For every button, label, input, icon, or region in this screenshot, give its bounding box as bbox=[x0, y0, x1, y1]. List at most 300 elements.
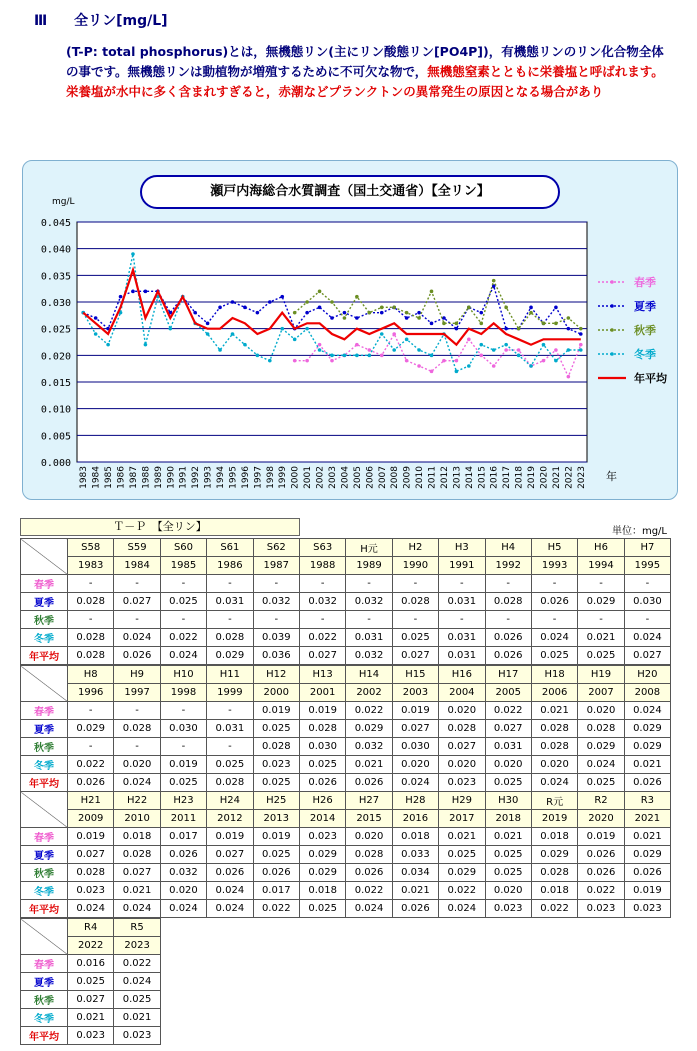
legend-label: 秋季 bbox=[634, 324, 656, 337]
table-row bbox=[21, 611, 671, 629]
table-cell: - bbox=[253, 575, 299, 593]
table-cell: 0.032 bbox=[346, 738, 392, 756]
x-tick-label: 2007 bbox=[377, 466, 388, 489]
era-header: H13 bbox=[299, 666, 345, 684]
year-header: 2019 bbox=[531, 810, 577, 828]
intro-paragraph-2: 栄養塩が水中に多く含まれすぎると，赤潮などプランクトンの異常発生の原因となる場合があり bbox=[66, 84, 604, 99]
x-tick-label: 2008 bbox=[390, 466, 401, 489]
legend-label: 春季 bbox=[634, 276, 656, 289]
year-header: 2022 bbox=[68, 937, 114, 955]
table-cell: 0.023 bbox=[253, 756, 299, 774]
table-cell: 0.025 bbox=[207, 756, 253, 774]
header-corner bbox=[21, 792, 68, 828]
data-point bbox=[517, 354, 521, 358]
data-point bbox=[455, 327, 459, 331]
data-point bbox=[417, 348, 421, 352]
table-cell: - bbox=[485, 575, 531, 593]
table-cell: 0.028 bbox=[392, 593, 438, 611]
data-table bbox=[20, 791, 671, 918]
data-point bbox=[542, 359, 546, 363]
data-point bbox=[305, 300, 309, 304]
row-label: 夏季 bbox=[21, 973, 68, 991]
era-header: H4 bbox=[485, 539, 531, 557]
table-cell: 0.018 bbox=[531, 828, 577, 846]
x-tick-label: 1994 bbox=[216, 466, 227, 489]
table-cell: 0.031 bbox=[439, 593, 485, 611]
table-cell: 0.033 bbox=[392, 846, 438, 864]
year-header: 2001 bbox=[299, 684, 345, 702]
section-heading bbox=[34, 10, 168, 30]
table-row bbox=[21, 864, 671, 882]
table-cell: 0.020 bbox=[392, 756, 438, 774]
table-cell: 0.026 bbox=[253, 864, 299, 882]
table-cell: - bbox=[253, 611, 299, 629]
table-cell: 0.023 bbox=[624, 900, 670, 918]
data-point bbox=[405, 316, 409, 320]
x-tick-label: 2023 bbox=[576, 466, 587, 489]
table-row bbox=[21, 955, 161, 973]
era-header: H27 bbox=[346, 792, 392, 810]
table-cell: 0.026 bbox=[485, 647, 531, 665]
table-row bbox=[21, 991, 161, 1009]
table-cell: 0.023 bbox=[578, 900, 624, 918]
x-tick-label: 1990 bbox=[166, 466, 177, 489]
table-row bbox=[21, 629, 671, 647]
table-cell: 0.025 bbox=[531, 647, 577, 665]
x-tick-label: 2009 bbox=[402, 466, 413, 489]
era-header: H18 bbox=[531, 666, 577, 684]
table-cell: 0.029 bbox=[624, 720, 670, 738]
data-point bbox=[430, 354, 434, 358]
x-tick-label: 2020 bbox=[539, 466, 550, 489]
table-cell: 0.028 bbox=[207, 629, 253, 647]
row-label: 冬季 bbox=[21, 629, 68, 647]
data-point bbox=[392, 306, 396, 310]
table-cell: 0.023 bbox=[68, 882, 114, 900]
data-point bbox=[567, 348, 571, 352]
table-cell: - bbox=[114, 702, 160, 720]
table-cell: - bbox=[531, 611, 577, 629]
table-cell: 0.026 bbox=[485, 629, 531, 647]
year-header: 1983 bbox=[68, 557, 114, 575]
data-table bbox=[20, 538, 671, 665]
y-tick-label: 0.015 bbox=[40, 378, 71, 389]
table-cell: 0.029 bbox=[624, 846, 670, 864]
table-header-row bbox=[21, 792, 671, 810]
era-header: R2 bbox=[578, 792, 624, 810]
data-point bbox=[243, 343, 247, 347]
year-header: 2009 bbox=[68, 810, 114, 828]
data-point bbox=[131, 290, 135, 294]
row-label: 春季 bbox=[21, 828, 68, 846]
data-point bbox=[492, 348, 496, 352]
x-tick-label: 2006 bbox=[365, 466, 376, 489]
era-header: H28 bbox=[392, 792, 438, 810]
table-cell: - bbox=[160, 611, 206, 629]
table-cell: 0.032 bbox=[160, 864, 206, 882]
table-row bbox=[21, 702, 671, 720]
data-point bbox=[504, 343, 508, 347]
table-cell: 0.028 bbox=[253, 738, 299, 756]
table-cell: 0.025 bbox=[439, 846, 485, 864]
data-point bbox=[380, 332, 384, 336]
era-header: H24 bbox=[207, 792, 253, 810]
table-cell: 0.018 bbox=[299, 882, 345, 900]
table-cell: 0.026 bbox=[392, 900, 438, 918]
year-header: 2002 bbox=[346, 684, 392, 702]
table-cell: - bbox=[160, 738, 206, 756]
table-cell: - bbox=[68, 575, 114, 593]
era-header: H11 bbox=[207, 666, 253, 684]
y-tick-label: 0.020 bbox=[40, 351, 71, 363]
data-point bbox=[318, 306, 322, 310]
data-point bbox=[504, 327, 508, 331]
intro-line-1: (T-P: total phosphorus)とは，無機態リン(主にリン酸態リン[PO4P])，有機態リンのリン化合物全体の事です。無機態リンは動植物が増殖するために不可欠な物で， bbox=[66, 44, 664, 79]
table-year-row bbox=[21, 557, 671, 575]
table-cell: 0.024 bbox=[392, 774, 438, 792]
table-row bbox=[21, 1009, 161, 1027]
table-cell: 0.022 bbox=[253, 900, 299, 918]
table-cell: 0.026 bbox=[578, 846, 624, 864]
table-cell: 0.024 bbox=[160, 900, 206, 918]
table-cell: 0.025 bbox=[392, 629, 438, 647]
table-cell: 0.024 bbox=[531, 629, 577, 647]
table-cell: 0.023 bbox=[439, 774, 485, 792]
table-cell: 0.028 bbox=[531, 738, 577, 756]
table-cell: 0.027 bbox=[114, 864, 160, 882]
table-cell: - bbox=[439, 575, 485, 593]
data-point bbox=[355, 354, 359, 358]
data-point bbox=[417, 311, 421, 315]
data-point bbox=[442, 359, 446, 363]
data-table bbox=[20, 665, 671, 792]
table-cell: 0.028 bbox=[68, 647, 114, 665]
row-label: 秋季 bbox=[21, 611, 68, 629]
data-point bbox=[256, 354, 260, 358]
table-cell: 0.027 bbox=[68, 991, 114, 1009]
table-cell: 0.032 bbox=[346, 593, 392, 611]
data-point bbox=[119, 295, 123, 299]
table-cell: 0.028 bbox=[531, 864, 577, 882]
year-header: 2008 bbox=[624, 684, 670, 702]
table-cell: 0.027 bbox=[299, 647, 345, 665]
table-cell: 0.020 bbox=[531, 756, 577, 774]
data-point bbox=[193, 311, 197, 315]
year-header: 2020 bbox=[578, 810, 624, 828]
table-cell: 0.039 bbox=[253, 629, 299, 647]
row-label: 春季 bbox=[21, 702, 68, 720]
data-point bbox=[405, 359, 409, 363]
era-header: H2 bbox=[392, 539, 438, 557]
data-point bbox=[368, 354, 372, 358]
data-point bbox=[293, 311, 297, 315]
x-tick-label: 1985 bbox=[104, 466, 115, 489]
data-point bbox=[168, 327, 172, 331]
data-point bbox=[417, 316, 421, 320]
year-header: 1986 bbox=[207, 557, 253, 575]
era-header: H12 bbox=[253, 666, 299, 684]
table-cell: 0.025 bbox=[253, 846, 299, 864]
row-label: 年平均 bbox=[21, 1027, 68, 1045]
table-cell: - bbox=[160, 702, 206, 720]
table-cell: 0.017 bbox=[160, 828, 206, 846]
table-unit: 単位：mg/L bbox=[611, 526, 667, 537]
data-point bbox=[293, 338, 297, 342]
table-cell: 0.028 bbox=[578, 720, 624, 738]
data-point bbox=[554, 306, 558, 310]
year-header: 1990 bbox=[392, 557, 438, 575]
table-cell: 0.020 bbox=[439, 702, 485, 720]
x-tick-label: 1993 bbox=[203, 466, 214, 489]
data-point bbox=[529, 364, 533, 368]
table-cell: 0.024 bbox=[114, 900, 160, 918]
table-header-row bbox=[21, 666, 671, 684]
table-cell: 0.026 bbox=[624, 774, 670, 792]
table-cell: - bbox=[624, 611, 670, 629]
row-label: 秋季 bbox=[21, 991, 68, 1009]
table-header-row bbox=[21, 919, 161, 937]
table-cell: 0.018 bbox=[114, 828, 160, 846]
x-tick-label: 1995 bbox=[228, 466, 239, 489]
data-point bbox=[567, 375, 571, 379]
line-chart bbox=[22, 160, 678, 500]
data-point bbox=[492, 364, 496, 368]
data-point bbox=[305, 311, 309, 315]
table-cell: 0.025 bbox=[160, 774, 206, 792]
data-point bbox=[554, 359, 558, 363]
era-header: H15 bbox=[392, 666, 438, 684]
data-point bbox=[305, 359, 309, 363]
data-point bbox=[380, 354, 384, 358]
year-header: 2004 bbox=[439, 684, 485, 702]
data-point bbox=[368, 311, 372, 315]
row-label: 夏季 bbox=[21, 720, 68, 738]
table-cell: 0.024 bbox=[68, 900, 114, 918]
table-cell: 0.021 bbox=[578, 629, 624, 647]
data-point bbox=[455, 359, 459, 363]
table-cell: 0.036 bbox=[253, 647, 299, 665]
data-point bbox=[330, 300, 334, 304]
era-header: H22 bbox=[114, 792, 160, 810]
data-point bbox=[243, 306, 247, 310]
data-point bbox=[579, 332, 583, 336]
row-label: 春季 bbox=[21, 955, 68, 973]
data-point bbox=[542, 343, 546, 347]
chart-title: 瀬戸内海総合水質調査（国土交通省）【全リン】 bbox=[140, 175, 560, 209]
data-point bbox=[231, 300, 235, 304]
data-point bbox=[368, 348, 372, 352]
y-tick-label: 0.045 bbox=[40, 218, 71, 229]
era-header: H29 bbox=[439, 792, 485, 810]
table-cell: 0.023 bbox=[68, 1027, 114, 1045]
year-header: 1985 bbox=[160, 557, 206, 575]
table-cell: 0.025 bbox=[68, 973, 114, 991]
table-cell: 0.024 bbox=[114, 629, 160, 647]
table-cell: - bbox=[485, 611, 531, 629]
x-tick-label: 2000 bbox=[290, 466, 301, 489]
x-tick-label: 1996 bbox=[240, 466, 251, 489]
data-point bbox=[330, 316, 334, 320]
table-cell: 0.024 bbox=[346, 900, 392, 918]
table-cell: 0.025 bbox=[299, 756, 345, 774]
header-corner bbox=[21, 666, 68, 702]
data-point bbox=[504, 348, 508, 352]
table-cell: 0.029 bbox=[207, 647, 253, 665]
data-point bbox=[430, 370, 434, 374]
data-point bbox=[517, 348, 521, 352]
table-cell: 0.028 bbox=[114, 846, 160, 864]
row-label: 冬季 bbox=[21, 882, 68, 900]
table-cell: 0.022 bbox=[346, 882, 392, 900]
table-cell: 0.019 bbox=[160, 756, 206, 774]
era-header: H26 bbox=[299, 792, 345, 810]
table-row bbox=[21, 720, 671, 738]
table-cell: 0.026 bbox=[531, 593, 577, 611]
table-cell: - bbox=[207, 611, 253, 629]
table-cell: 0.028 bbox=[207, 774, 253, 792]
table-cell: 0.025 bbox=[299, 900, 345, 918]
x-tick-label: 1992 bbox=[191, 466, 202, 489]
y-tick-label: 0.005 bbox=[40, 431, 71, 443]
table-cell: 0.031 bbox=[439, 647, 485, 665]
data-point bbox=[355, 343, 359, 347]
table-cell: 0.021 bbox=[114, 882, 160, 900]
table-cell: 0.022 bbox=[578, 882, 624, 900]
header-corner bbox=[21, 539, 68, 575]
table-cell: 0.031 bbox=[207, 720, 253, 738]
era-header: H5 bbox=[531, 539, 577, 557]
table-cell: 0.022 bbox=[299, 629, 345, 647]
legend-marker bbox=[610, 328, 614, 332]
table-cell: 0.022 bbox=[114, 955, 160, 973]
table-cell: 0.022 bbox=[346, 702, 392, 720]
era-header: S58 bbox=[68, 539, 114, 557]
table-row bbox=[21, 756, 671, 774]
table-cell: 0.024 bbox=[439, 900, 485, 918]
intro-line-1-red: 無機態窒素とともに栄養塩と呼ばれます。 bbox=[427, 64, 664, 79]
table-cell: - bbox=[68, 738, 114, 756]
era-header: H14 bbox=[346, 666, 392, 684]
table-cell: - bbox=[114, 611, 160, 629]
data-point bbox=[380, 311, 384, 315]
data-point bbox=[430, 290, 434, 294]
data-point bbox=[467, 338, 471, 342]
table-cell: 0.030 bbox=[624, 593, 670, 611]
year-header: 2005 bbox=[485, 684, 531, 702]
era-header: H16 bbox=[439, 666, 485, 684]
table-cell: 0.029 bbox=[578, 738, 624, 756]
data-point bbox=[392, 332, 396, 336]
table-cell: - bbox=[346, 575, 392, 593]
data-point bbox=[318, 348, 322, 352]
section-title: 全リン[mg/L] bbox=[74, 13, 168, 29]
data-point bbox=[567, 327, 571, 331]
table-cell: 0.029 bbox=[578, 593, 624, 611]
table-row bbox=[21, 1027, 161, 1045]
era-header: H19 bbox=[578, 666, 624, 684]
row-label: 年平均 bbox=[21, 647, 68, 665]
data-point bbox=[280, 327, 284, 331]
table-cell: 0.030 bbox=[299, 738, 345, 756]
data-point bbox=[529, 311, 533, 315]
year-header: 1991 bbox=[439, 557, 485, 575]
table-cell: 0.019 bbox=[207, 828, 253, 846]
table-cell: 0.022 bbox=[439, 882, 485, 900]
x-axis-label: 年 bbox=[606, 470, 617, 483]
table-cell: 0.026 bbox=[299, 774, 345, 792]
era-header: H25 bbox=[253, 792, 299, 810]
era-header: H3 bbox=[439, 539, 485, 557]
table-cell: 0.034 bbox=[392, 864, 438, 882]
data-point bbox=[554, 348, 558, 352]
table-cell: 0.019 bbox=[253, 828, 299, 846]
data-point bbox=[455, 322, 459, 326]
table-cell: 0.032 bbox=[253, 593, 299, 611]
table-cell: 0.031 bbox=[207, 593, 253, 611]
data-point bbox=[268, 300, 272, 304]
row-label: 年平均 bbox=[21, 774, 68, 792]
era-header: H7 bbox=[624, 539, 670, 557]
x-tick-label: 1997 bbox=[253, 466, 264, 489]
table-cell: - bbox=[68, 702, 114, 720]
x-tick-label: 2016 bbox=[489, 466, 500, 489]
table-cell: 0.023 bbox=[485, 900, 531, 918]
table-cell: 0.021 bbox=[485, 828, 531, 846]
data-point bbox=[106, 343, 110, 347]
table-cell: 0.025 bbox=[578, 647, 624, 665]
table-cell: 0.028 bbox=[531, 720, 577, 738]
table-cell: - bbox=[160, 575, 206, 593]
table-cell: - bbox=[207, 575, 253, 593]
era-header: H21 bbox=[68, 792, 114, 810]
table-cell: 0.019 bbox=[578, 828, 624, 846]
table-row bbox=[21, 647, 671, 665]
table-cell: 0.024 bbox=[160, 647, 206, 665]
intro-paragraph-1 bbox=[66, 42, 676, 82]
year-header: 1994 bbox=[578, 557, 624, 575]
era-header: R4 bbox=[68, 919, 114, 937]
table-row bbox=[21, 882, 671, 900]
table-row bbox=[21, 738, 671, 756]
table-cell: 0.020 bbox=[485, 882, 531, 900]
year-header: 2016 bbox=[392, 810, 438, 828]
year-header: 2000 bbox=[253, 684, 299, 702]
x-tick-label: 2021 bbox=[551, 466, 562, 489]
table-cell: 0.024 bbox=[578, 756, 624, 774]
data-point bbox=[144, 290, 148, 294]
table-cell: 0.023 bbox=[114, 1027, 160, 1045]
data-point bbox=[256, 311, 260, 315]
data-point bbox=[405, 338, 409, 342]
data-point bbox=[392, 348, 396, 352]
table-cell: 0.027 bbox=[68, 846, 114, 864]
data-point bbox=[579, 343, 583, 347]
year-header: 2023 bbox=[114, 937, 160, 955]
table-cell: 0.029 bbox=[531, 846, 577, 864]
x-tick-label: 1988 bbox=[141, 466, 152, 489]
x-tick-label: 2010 bbox=[415, 466, 426, 489]
x-tick-label: 2019 bbox=[527, 466, 538, 489]
table-cell: 0.020 bbox=[346, 828, 392, 846]
table-header-row bbox=[21, 539, 671, 557]
table-cell: 0.021 bbox=[531, 702, 577, 720]
era-header: S62 bbox=[253, 539, 299, 557]
table-cell: 0.024 bbox=[624, 702, 670, 720]
table-cell: - bbox=[207, 738, 253, 756]
table-cell: 0.024 bbox=[531, 774, 577, 792]
data-point bbox=[293, 359, 297, 363]
era-header: S63 bbox=[299, 539, 345, 557]
